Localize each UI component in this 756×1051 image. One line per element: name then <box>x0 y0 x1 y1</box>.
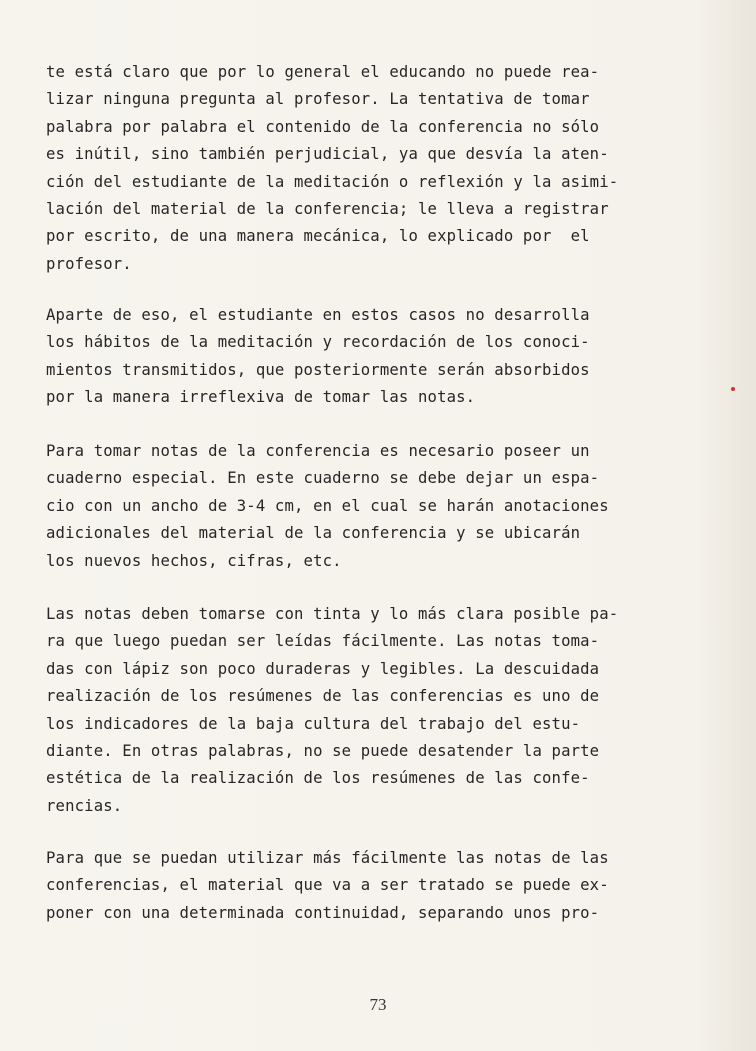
text-line: diante. En otras palabras, no se puede desatender la parte <box>46 741 600 760</box>
text-line: te está claro que por lo general el educando no puede rea- <box>46 63 600 81</box>
text-line: realización de los resúmenes de las conferencias es uno de <box>46 687 600 706</box>
paragraph-1 <box>46 59 706 278</box>
text-line: ra que luego puedan ser leídas fácilmente. Las notas toma- <box>46 632 600 651</box>
text-line: es inútil, sino también perjudicial, ya que desvía la aten- <box>46 145 609 164</box>
text-line: los nuevos hechos, cifras, etc. <box>46 551 342 570</box>
text-line: Las notas deben tomarse con tinta y lo más clara posible pa- <box>46 605 619 623</box>
text-line: por escrito, de una manera mecánica, lo explicado por el <box>46 227 590 246</box>
text-line: los hábitos de la meditación y recordación de los conoci- <box>46 333 590 352</box>
text-line: Aparte de eso, el estudiante en estos casos no desarrolla <box>46 306 590 324</box>
text-line: adicionales del material de la conferencia y se ubicarán <box>46 524 581 543</box>
text-line: Para tomar notas de la conferencia es necesario poseer un <box>46 442 590 460</box>
text-line: cuaderno especial. En este cuaderno se debe dejar un espa- <box>46 469 600 488</box>
page-number: 73 <box>369 995 387 1014</box>
text-line: profesor. <box>46 254 132 273</box>
text-line: das con lápiz son poco duraderas y legibles. La descuidada <box>46 659 600 678</box>
text-line: lación del material de la conferencia; le lleva a registrar <box>46 199 609 218</box>
paragraph-5 <box>46 845 706 927</box>
text-line: palabra por palabra el contenido de la conferencia no sólo <box>46 117 600 136</box>
ink-mark <box>731 387 735 391</box>
text-line: mientos transmitidos, que posteriormente serán absorbidos <box>46 360 590 379</box>
text-line: estética de la realización de los resúmenes de las confe- <box>46 769 590 788</box>
paragraph-2 <box>46 302 706 412</box>
text-line: ción del estudiante de la meditación o reflexión y la asimi- <box>46 172 619 191</box>
text-line: los indicadores de la baja cultura del trabajo del estu- <box>46 714 581 733</box>
text-line: cio con un ancho de 3-4 cm, en el cual se harán anotaciones <box>46 496 609 515</box>
text-line: poner con una determinada continuidad, separando unos pro- <box>46 903 600 922</box>
text-line: lizar ninguna pregunta al profesor. La tentativa de tomar <box>46 90 590 109</box>
text-line: rencias. <box>46 796 123 815</box>
text-line: Para que se puedan utilizar más fácilmente las notas de las <box>46 849 609 867</box>
paragraph-4 <box>46 601 706 820</box>
text-line: conferencias, el material que va a ser tratado se puede ex- <box>46 876 609 895</box>
paragraph-3 <box>46 438 706 575</box>
text-line: por la manera irreflexiva de tomar las notas. <box>46 388 476 407</box>
